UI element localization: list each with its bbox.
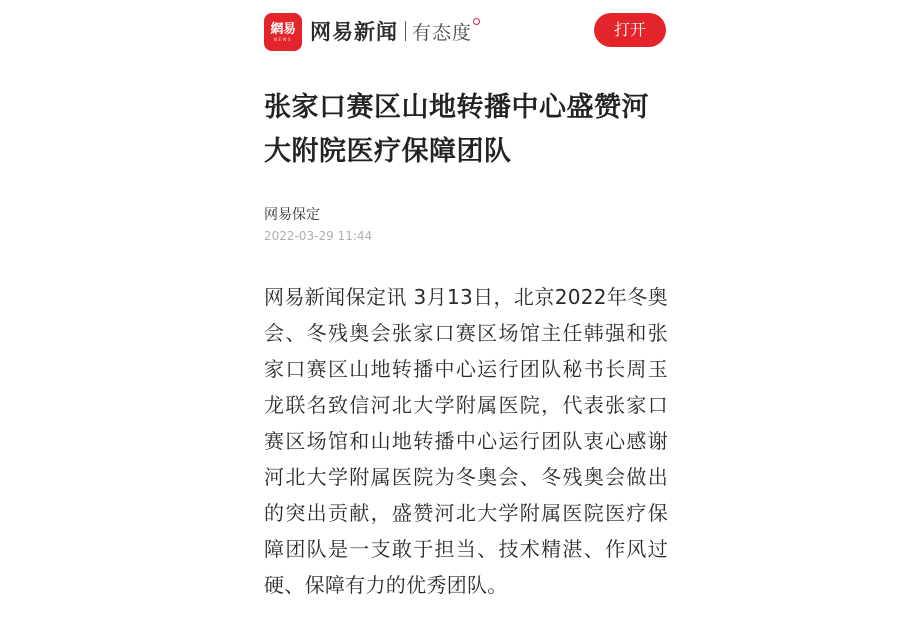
registered-mark-icon bbox=[473, 18, 480, 25]
brand-slogan-text: 有态度 bbox=[412, 21, 473, 44]
content-column bbox=[264, 0, 668, 623]
top-bar bbox=[264, 0, 668, 62]
brand-name: 网易新闻 bbox=[310, 20, 398, 44]
article-body: 网易新闻保定讯 3月13日，北京2022年冬奥会、冬残奥会张家口赛区场馆主任韩强和张家口赛区山地转播中心运行团队秘书长周玉龙联名致信河北大学附属医院，代表张家口赛区场馆和山地转播中心运行团队衷心感谢河北大学附属医院为冬奥会、冬残奥会做出的突出贡献，盛赞河北大学附属医院医疗保障团队是一支敢于担当、技术精湛、作风过硬、保障有力的优秀团队。 bbox=[264, 285, 668, 597]
article-title: 张家口赛区山地转播中心盛赞河大附院医疗保障团队 bbox=[264, 92, 649, 167]
logo-glyph: 網易 bbox=[270, 21, 296, 37]
brand-wordmark[interactable] bbox=[310, 17, 472, 45]
article-source[interactable]: 网易保定 bbox=[264, 207, 320, 223]
netease-logo-icon[interactable] bbox=[264, 13, 302, 51]
article-datetime: 2022-03-29 11:44 bbox=[264, 229, 373, 243]
open-app-button[interactable]: 打开 bbox=[594, 13, 666, 47]
brand-divider bbox=[405, 21, 406, 41]
article-meta bbox=[264, 205, 668, 245]
brand-slogan bbox=[412, 18, 472, 45]
logo-sub: NEWS bbox=[273, 36, 292, 42]
